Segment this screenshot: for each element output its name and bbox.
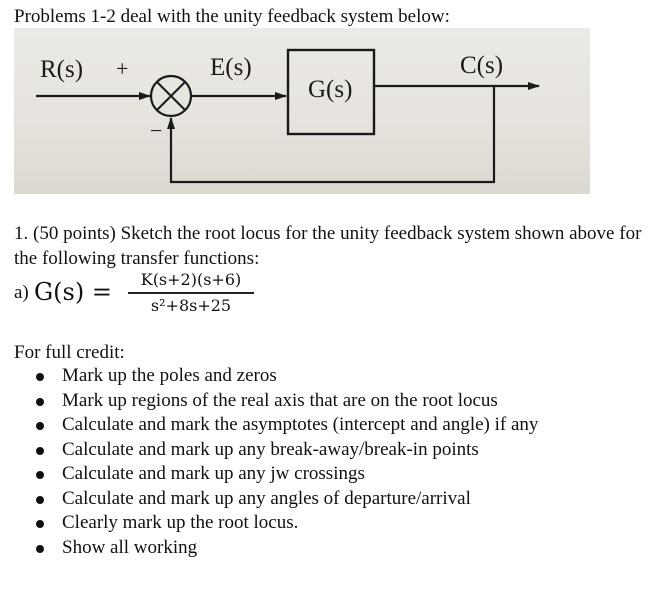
problem-statement: 1. (50 points) Sketch the root locus for the unity feedback system shown above for the following transfer functions: [14,223,642,269]
plus-sign: + [116,56,129,81]
intro-text: Problems 1-2 deal with the unity feedback system below: [14,6,450,27]
diagram-lines [14,28,590,194]
list-item: Calculate and mark up any angles of departure/arrival [36,487,538,512]
output-label: C(s) [460,52,504,79]
error-label: E(s) [210,54,252,81]
denominator: s²+8s+25 [150,295,232,315]
credit-heading: For full credit: [14,342,125,363]
list-item: Calculate and mark up any jw crossings [36,462,538,487]
fraction-bar [128,292,254,294]
transfer-function [14,270,314,320]
list-item: Calculate and mark up any break-away/break-in points [36,438,538,463]
part-label: a) [14,282,29,303]
summing-junction [151,76,191,116]
list-item: Show all working [36,536,538,561]
numerator: K(s+2)(s+6) [140,270,242,289]
list-item: Mark up regions of the real axis that are on the root locus [36,389,538,414]
requirements-list [36,364,538,560]
list-item: Calculate and mark the asymptotes (intercept and angle) if any [36,413,538,438]
list-item: Clearly mark up the root locus. [36,511,538,536]
fraction [128,270,254,315]
list-item: Mark up the poles and zeros [36,364,538,389]
equation-lhs: G(s) = [34,278,112,306]
minus-sign: − [150,118,163,143]
input-label: R(s) [40,56,84,83]
block-diagram [14,28,590,194]
block-label: G(s) [308,76,353,103]
